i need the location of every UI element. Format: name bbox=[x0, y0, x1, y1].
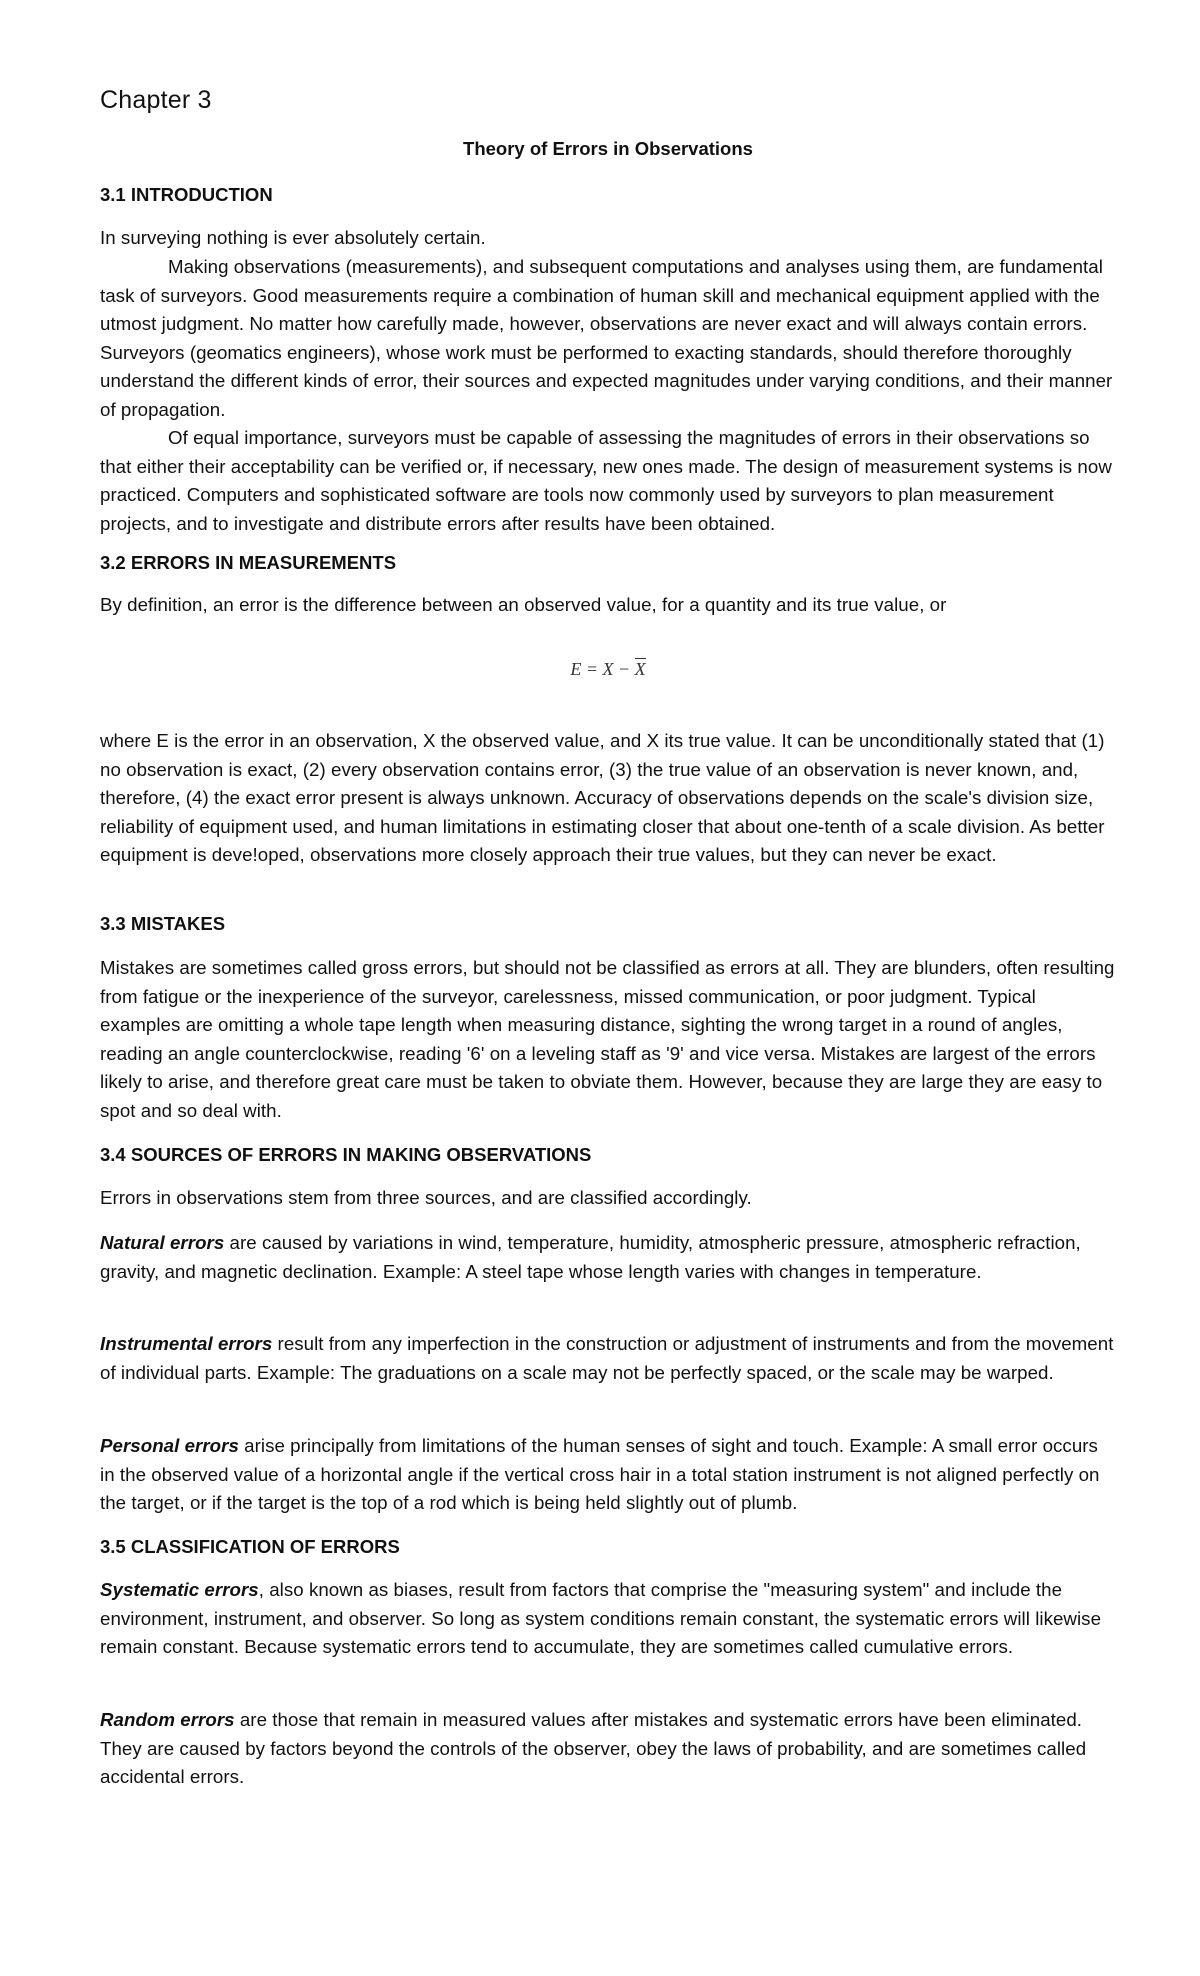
equation-equals: = bbox=[585, 659, 598, 679]
equation-true-value: X bbox=[634, 659, 646, 679]
section-heading-3-1: 3.1 INTRODUCTION bbox=[100, 184, 273, 205]
natural-errors-paragraph bbox=[100, 1229, 1116, 1286]
section-heading-3-5: 3.5 CLASSIFICATION OF ERRORS bbox=[100, 1536, 400, 1557]
sources-intro-paragraph: Errors in observations stem from three sources, and are classified accordingly. bbox=[100, 1187, 752, 1208]
intro-paragraph-2: Of equal importance, surveyors must be capable of assessing the magnitudes of errors in their observations so that either their acceptability can be verified or, if necessary, new ones made. The design of measurement systems is now practiced. Computers and sophisticated software are tools now commonly used by surveyors to plan measurement projects, and to investigate and distribute errors after results have been obtained. bbox=[100, 427, 1112, 534]
random-errors-term: Random errors bbox=[100, 1709, 235, 1730]
instrumental-errors-text: result from any imperfection in the construction or adjustment of instruments and from the movement of individual parts. Example: The graduations on a scale may not be perfectly spaced, or the scale may be warped. bbox=[100, 1333, 1114, 1383]
intro-sentence: In surveying nothing is ever absolutely certain. bbox=[100, 227, 486, 248]
page-title: Theory of Errors in Observations bbox=[463, 138, 753, 159]
mistakes-paragraph: Mistakes are sometimes called gross errors, but should not be classified as errors at all. They are blunders, often resulting from fatigue or the inexperience of the surveyor, carelessness, missed communication, or poor judgment. Typical examples are omitting a whole tape length when measuring distance, sighting the wrong target in a round of angles, reading an angle counterclockwise, reading '6' on a leveling staff as '9' and vice versa. Mistakes are largest of the errors likely to arise, and therefore great care must be taken to obviate them. However, because they are large they are easy to spot and so deal with. bbox=[100, 957, 1115, 1121]
natural-errors-text: are caused by variations in wind, temperature, humidity, atmospheric pressure, atmospheric refraction, gravity, and magnetic declination. Example: A steel tape whose length varies with changes in temperature. bbox=[100, 1232, 1081, 1282]
personal-errors-text: arise principally from limitations of the human senses of sight and touch. Example: A small error occurs in the observed value of a horizontal angle if the vertical cross hair in a total station instrument is not aligned perfectly on the target, or if the target is the top of a rod which is being held slightly out of plumb. bbox=[100, 1435, 1100, 1514]
personal-errors-paragraph bbox=[100, 1432, 1116, 1518]
error-equation bbox=[100, 658, 1116, 680]
systematic-errors-text: , also known as biases, result from factors that comprise the "measuring system" and include the environment, instrument, and observer. So long as system conditions remain constant, the systematic errors will likewise remain constant. Because systematic errors tend to accumulate, they are sometimes called cumulative errors. bbox=[100, 1579, 1102, 1658]
random-errors-text: are those that remain in measured values after mistakes and systematic errors have been eliminated. They are caused by factors beyond the controls of the observer, obey the laws of probability, and are sometimes called accidental errors. bbox=[100, 1709, 1087, 1788]
instrumental-errors-paragraph bbox=[100, 1330, 1116, 1387]
intro-paragraph-1: Making observations (measurements), and subsequent computations and analyses using them, are fundamental task of surveyors. Good measurements require a combination of human skill and mechanical equipment applied with the utmost judgment. No matter how carefully made, however, observations are never exact and will always contain errors. Surveyors (geomatics engineers), whose work must be performed to exacting standards, should therefore thoroughly understand the different kinds of error, their sources and expected magnitudes under varying conditions, and their manner of propagation. bbox=[100, 256, 1113, 420]
section-heading-3-3: 3.3 MISTAKES bbox=[100, 913, 226, 934]
equation-observed-value: X bbox=[602, 659, 614, 679]
equation-minus: − bbox=[618, 659, 631, 679]
random-errors-paragraph bbox=[100, 1706, 1116, 1792]
systematic-errors-paragraph bbox=[100, 1576, 1116, 1662]
personal-errors-term: Personal errors bbox=[100, 1435, 239, 1456]
equation-error-symbol: E bbox=[570, 659, 582, 679]
systematic-errors-term: Systematic errors bbox=[100, 1579, 259, 1600]
definition-paragraph: By definition, an error is the difference between an observed value, for a quantity and its true value, or bbox=[100, 594, 947, 615]
error-explanation-paragraph: where E is the error in an observation, X the observed value, and X its true value. It can be unconditionally stated that (1) no observation is exact, (2) every observation contains error, (3) the true value of an observation is never known, and, therefore, (4) the exact error present is always unknown. Accuracy of observations depends on the scale's division size, reliability of equipment used, and human limitations in estimating closer that about one-tenth of a scale division. As better equipment is deve!oped, observations more closely approach their true values, but they can never be exact. bbox=[100, 730, 1105, 866]
section-heading-3-4: 3.4 SOURCES OF ERRORS IN MAKING OBSERVATIONS bbox=[100, 1144, 592, 1165]
section-heading-3-2: 3.2 ERRORS IN MEASUREMENTS bbox=[100, 552, 397, 573]
chapter-heading: Chapter 3 bbox=[100, 86, 212, 114]
instrumental-errors-term: Instrumental errors bbox=[100, 1333, 273, 1354]
natural-errors-term: Natural errors bbox=[100, 1232, 225, 1253]
